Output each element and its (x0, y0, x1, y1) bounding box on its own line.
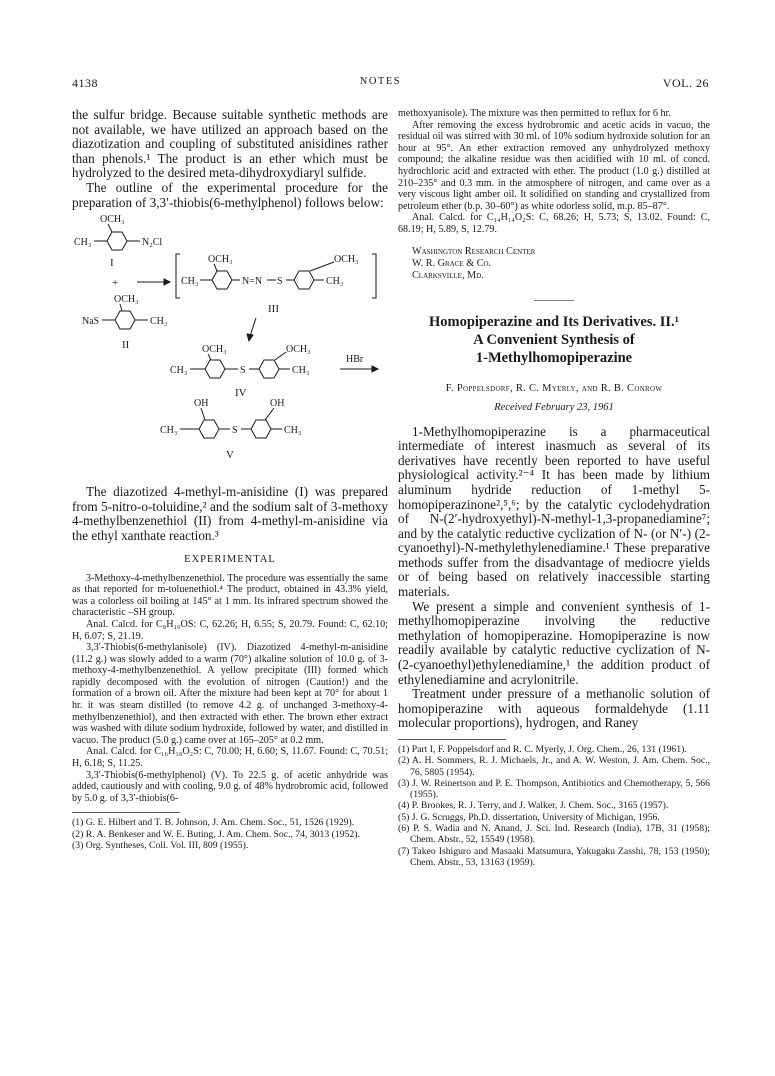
affiliation-block (412, 246, 710, 282)
scheme-ch3: CH₃ (292, 365, 310, 377)
scheme-oh: OH (194, 398, 209, 410)
article-divider (534, 300, 574, 301)
experimental-thiol: 3-Methoxy-4-methylbenzenethiol. The procedure was essentially the same as that reported for m-toluenethiol.⁴ The product, obtained in 43.3% yield, was a colorless oil boiling at 145° at 1 mm. Its infrared spectrum showed the characteristic –SH group. (72, 572, 388, 619)
title-line: A Convenient Synthesis of (473, 331, 635, 348)
compound-iv (170, 344, 378, 399)
scheme-och3: OCH₃ (334, 254, 359, 266)
affiliation-line: Clarksville, Md. (412, 269, 484, 281)
footnote: (3) Org. Syntheses, Coll. Vol. III, 809 (1955). (72, 840, 249, 851)
affiliation-line: W. R. Grace & Co. (412, 257, 492, 269)
received-date: Received February 23, 1961 (494, 401, 614, 413)
compound-ii (82, 294, 167, 351)
label-v: V (226, 449, 234, 462)
footnote: (1) Part I, F. Poppelsdorf and R. C. Myerly, J. Org. Chem., 26, 131 (1961). (398, 744, 687, 755)
footnote: (1) G. E. Hilbert and T. B. Johnson, J. Am. Chem. Soc., 51, 1526 (1929). (72, 817, 355, 829)
scheme-ch3: CH₃ (181, 276, 199, 288)
scheme-oh: OH (270, 398, 285, 410)
scheme-och3: OCH₃ (208, 254, 233, 266)
procedure-outline-paragraph: The outline of the experimental procedure for the preparation of 3,3′-thiobis(6-methylphenol) follows below: (72, 179, 388, 210)
footnote: (3) J. W. Reinertson and P. E. Thompson, Antibiotics and Chemotherapy, 5, 566 (1955). (398, 777, 710, 801)
footnotes-left (72, 817, 388, 851)
label-iii: III (268, 303, 279, 316)
article-paragraph: 1-Methylhomopiperazine is a pharmaceutical intermediate of interest inasmuch as several of its derivatives have recently been reported to have useful physiological activity.²⁻⁴ It has been made by lithium aluminum hydride reduction of 1-methyl 5-homopiperazinone²,⁵,⁶; by the catalytic cyclodehydration of N-(2′-hydroxyethyl)-N-methyl-1,3-propanediamine⁷; and by the catalytic reductive cyclization of N- (or N′-) (2-cyanoethyl)-N-methylethylenediamine.¹ These preparative methods suffer from the disadvantage of mediocre yields or of being based on relatively inaccessible starting materials. (398, 423, 710, 600)
diazotization-paragraph: The diazotized 4-methyl-m-anisidine (I) was prepared from 5-nitro-o-toluidine,² and the sodium salt of 3-methoxy 4-methylbenzenethiol (II) from 4-methyl-m-anisidine via the ethyl xanthate reaction.³ (72, 484, 388, 543)
scheme-och3: OCH₃ (100, 214, 125, 226)
label-iv: IV (235, 387, 247, 400)
left-column (72, 108, 388, 851)
experimental-phenol: 3,3′-Thiobis(6-methylphenol) (V). To 22.5 g. of acetic anhydride was added, cautiously and with cooling, 9.0 g. of 48% hydrobromic acid, followed by 5.0 g. of 3,3′-thiobis(6- (72, 769, 388, 804)
experimental-workup: After removing the excess hydrobromic and acetic acids in vacuo, the residual oil was stirred with 30 ml. of 10% sodium hydroxide solution for an hour at 95°. An ether extraction removed any unhydrolyzed methoxy compound; the alkaline residue was then acidified with 10 ml. of concd. hydrochloric acid and extracted with ether. The product (1.0 g.) distilled at 210–235° and 0.3 mm. in the atmosphere of nitrogen, and came over as a very viscous light amber oil. It solidified on standing and crystallized from petroleum ether (b.p. 30–60°) as white odorless solid, m.p. 85–87°. (398, 119, 710, 212)
scheme-och3: OCH₃ (286, 344, 311, 356)
scheme-s: S (240, 365, 246, 377)
intro-paragraph: the sulfur bridge. Because suitable synthetic methods are not available, we have utilized an approach based on the diazotization and coupling of substituted anisidines rather than phenols.¹ The product is an ether which must be hydrolyzed to the desired meta-dihydroxydiaryl sulfide. (72, 107, 388, 181)
footnote: (4) P. Brookes, R. J. Terry, and J. Walker, J. Chem. Soc., 3165 (1957). (398, 800, 669, 812)
scheme-ch3: CH₃ (150, 316, 168, 328)
scheme-n2cl: N₂Cl (142, 237, 163, 249)
article-paragraph: Treatment under pressure of a methanolic solution of homopiperazine with aqueous formaldehyde (1.11 molecular proportions), hydrogen, and Raney (398, 686, 710, 731)
footnote: (5) J. G. Scruggs, Ph.D. dissertation, University of Michigan, 1956. (398, 811, 660, 823)
experimental-continued: methoxyanisole). The mixture was then permitted to reflux for 6 hr. (398, 108, 671, 119)
running-header (72, 76, 709, 91)
experimental-anisole-analysis: Anal. Calcd. for C₁₆H₁₈O₂S: C, 70.00; H, 6.60; S, 11.67. Found: C, 70.51; H, 6.18; S, 11.25. (72, 746, 388, 770)
experimental-thiol-analysis: Anal. Calcd. for C₈H₁₀OS: C, 62.26; H, 6.55; S, 20.79. Found: C, 62.10; H, 6.07; S, 21.19. (72, 618, 388, 642)
reaction-scheme (72, 210, 388, 480)
scheme-nas: NaS (82, 316, 100, 328)
scheme-ch3: CH₃ (160, 425, 178, 437)
compound-iii (176, 254, 376, 315)
scheme-ch3: CH₃ (284, 425, 302, 437)
footnote-rule (72, 812, 180, 813)
label-i: I (110, 257, 114, 270)
scheme-ch3: CH₃ (170, 365, 188, 377)
scheme-ch3: CH₃ (326, 276, 344, 288)
scheme-hbr: HBr (346, 354, 364, 366)
compound-i (74, 214, 162, 269)
title-line: Homopiperazine and Its Derivatives. II.¹ (428, 313, 680, 330)
label-ii: II (122, 339, 130, 352)
footnote: (7) Takeo Ishiguro and Masaaki Matsumura, Yakugaku Zasshi, 78, 153 (1950); Chem. Abstr., 53, 13163 (1959). (398, 845, 710, 868)
footnote: (2) A. H. Sommers, R. J. Michaels, Jr., and A. W. Weston, J. Am. Chem. Soc., 76, 5805 (1954). (398, 755, 710, 778)
article-title (398, 313, 710, 367)
article-paragraph: We present a simple and convenient synthesis of 1-methylhomopiperazine involving the reductive methylation of homopiperazine. Homopiperazine is now readily available by catalytic reductive cyclization of N-(2-cyanoethyl)ethylenediamine,¹ the addition product of ethylenediamine and acrylonitrile. (398, 598, 710, 687)
affiliation-line: Washington Research Center (412, 245, 536, 257)
section-title: NOTES (359, 76, 402, 87)
page-number: 4138 (72, 76, 98, 90)
footnote: (2) R. A. Benkeser and W. E. Buting, J. Am. Chem. Soc., 74, 3013 (1952). (72, 828, 360, 840)
authors: F. Poppelsdorf, R. C. Myerly, and R. B. Conrow (445, 382, 663, 394)
title-line: 1-Methylhomopiperazine (475, 349, 633, 366)
volume-label: VOL. 26 (662, 76, 709, 90)
experimental-phenol-analysis: Anal. Calcd. for C₁₄H₁₄O₂S: C, 68.26; H, 5.73; S, 13.02. Found: C, 68.19; H, 5.89, S, 12.79. (398, 212, 710, 235)
scheme-och3: OCH₃ (114, 294, 139, 306)
scheme-och3: OCH₃ (202, 344, 227, 356)
scheme-azo: N=N (242, 276, 263, 288)
right-column (398, 108, 710, 868)
scheme-s: S (232, 425, 238, 437)
experimental-anisole: 3,3′-Thiobis(6-methylanisole) (IV). Diazotized 4-methyl-m-anisidine (11.2 g.) was slowly added to a warm (70°) alkaline solution of 10.0 g. of 3-methoxy-4-methylbenzenethiol. A yellow precipitate (III) formed which rapidly decomposed with the evolution of nitrogen (Caution!) and the formation of a brown oil. After the mixture had been kept at 70° for about 1 hr. it was steam distilled (to remove 4.2 g. of unchanged 3-methoxy-4-methylbenzenethiol), and then extracted with ether. The brown ether extract was washed with dilute sodium hydroxide, followed by water, and distilled in vacuo. The product (5.0 g.) came over at 165–205° at 0.2 mm. (72, 642, 388, 746)
experimental-heading: EXPERIMENTAL (184, 553, 276, 565)
footnotes-right (398, 744, 710, 868)
scheme-s: S (277, 276, 283, 288)
footnote-rule (398, 739, 506, 740)
compound-v (160, 398, 301, 461)
footnote: (6) P. S. Wadia and N. Anand, J. Sci. Ind. Research (India), 17B, 31 (1958); Chem. Abstr., 52, 15549 (1958). (398, 823, 710, 846)
scheme-ch3: CH₃ (74, 237, 92, 249)
plus-sign: + (112, 277, 119, 290)
